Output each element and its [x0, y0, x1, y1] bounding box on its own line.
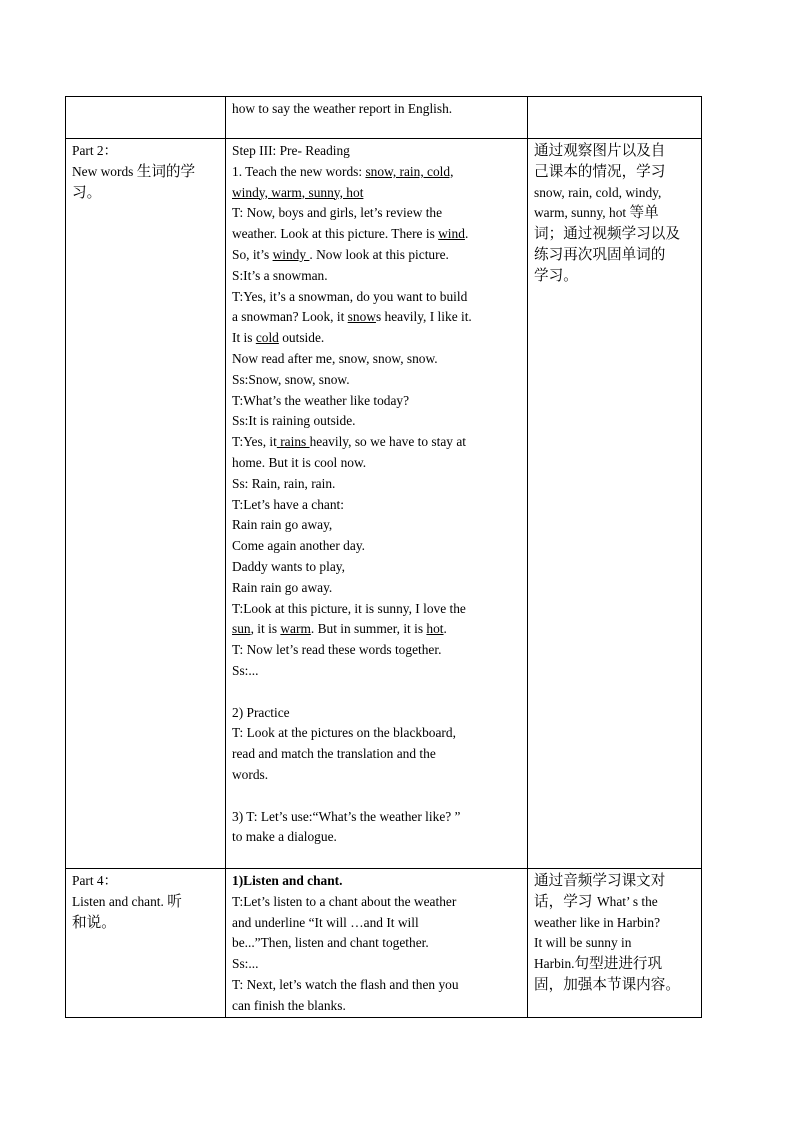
- underlined-word: sun: [232, 621, 251, 637]
- row1-middle-cell: [226, 97, 528, 139]
- text-run: . Now look at this picture.: [309, 246, 449, 262]
- text-line: read and match the translation and the: [232, 746, 436, 762]
- text-line: can finish the blanks.: [232, 997, 346, 1013]
- part2-title: Part 2：: [72, 143, 118, 158]
- note-line: 学习。: [534, 266, 578, 284]
- text-line: to make a dialogue.: [232, 829, 337, 845]
- text-line: home. But it is cool now.: [232, 454, 367, 470]
- chant-line: Daddy wants to play,: [232, 558, 345, 574]
- blank-line: [232, 786, 521, 807]
- note-line: 通过观察图片以及自: [534, 142, 666, 159]
- text-run: What’ s the: [597, 893, 658, 909]
- part4-title: Part 4：: [72, 873, 118, 888]
- note-line: It will be sunny in: [534, 935, 632, 951]
- text-line: 2) Practice: [232, 704, 290, 720]
- step-heading: Step III: Pre- Reading: [232, 143, 350, 158]
- row1-left-cell: [66, 97, 226, 139]
- chant-line: Rain rain go away.: [232, 579, 333, 595]
- note-line: weather like in Harbin?: [534, 914, 661, 930]
- text-line: Now read after me, snow, snow, snow.: [232, 350, 438, 366]
- text-run: weather. Look at this picture. There is: [232, 226, 439, 242]
- text-run: 1. Teach the new words:: [232, 163, 366, 179]
- text-line: 3) T: Let’s use:“What’s the weather like? ”: [232, 808, 461, 824]
- row2-left-cell: [66, 139, 226, 869]
- text-line: Ss:...: [232, 662, 259, 678]
- part2-label-zh-cont: 习。: [72, 183, 102, 201]
- underlined-words: windy, warm, sunny, hot: [232, 184, 364, 200]
- underlined-word: snow: [347, 309, 376, 325]
- note-line: 固，加强本节课内容。: [534, 975, 680, 993]
- text-run: s heavily, I like it.: [375, 309, 472, 325]
- text-line: T: Next, let’s watch the flash and then you: [232, 976, 459, 992]
- underlined-word: wind: [438, 226, 465, 242]
- text-line: T: Now let’s read these words together.: [232, 642, 442, 658]
- note-line: 词；通过视频学习以及: [534, 225, 680, 243]
- chant-line: Come again another day.: [232, 538, 365, 554]
- row3-right-cell: [528, 869, 702, 1018]
- text-run: .: [464, 226, 469, 242]
- text-line: Ss:It is raining outside.: [232, 413, 356, 429]
- note-line: 己课本的情况，学习: [534, 162, 666, 180]
- row3-left-cell: [66, 869, 226, 1018]
- lesson-plan-table: [65, 96, 702, 1018]
- text-run: .: [443, 621, 447, 637]
- text-line: T:Look at this picture, it is sunny, I love the: [232, 600, 466, 616]
- note-line: 练习再次巩固单词的: [534, 245, 666, 263]
- row2-middle-cell: [226, 139, 528, 869]
- text-line: T: Look at the pictures on the blackboard,: [232, 725, 456, 741]
- row1-right-cell: [528, 97, 702, 139]
- underlined-word: rains: [276, 434, 310, 450]
- text-line: T:Let’s have a chant:: [232, 496, 344, 512]
- part4-label-zh: 听: [167, 892, 182, 910]
- text-run: It is: [232, 330, 256, 346]
- row3-middle-cell: [226, 869, 528, 1018]
- text-run: a snowman? Look, it: [232, 309, 348, 325]
- text-run: Harbin.: [534, 956, 575, 972]
- text-line: T: Now, boys and girls, let’s review the: [232, 205, 443, 221]
- part4-label-en: Listen and chant.: [72, 893, 168, 909]
- text-line: T:Yes, it’s a snowman, do you want to build: [232, 288, 468, 304]
- underlined-word: hot: [426, 621, 444, 637]
- text-run: 句型进进行巩: [574, 955, 663, 973]
- text-run: T:Yes, it: [232, 434, 277, 450]
- table-row: [66, 869, 702, 1018]
- table-row: [66, 97, 702, 139]
- text-line: Ss:Snow, snow, snow.: [232, 371, 350, 387]
- part4-label-zh-cont: 和说。: [72, 913, 116, 931]
- text-line: and underline “It will …and It will: [232, 914, 419, 930]
- text-line: T:Let’s listen to a chant about the weather: [232, 893, 457, 909]
- underlined-words: snow, rain, cold,: [365, 163, 454, 179]
- text-line: words.: [232, 766, 269, 782]
- text-run: 话，学习: [534, 892, 598, 910]
- text-line: Ss:...: [232, 956, 259, 972]
- row1-middle-text: how to say the weather report in English.: [232, 101, 453, 116]
- text-line: S:It’s a snowman.: [232, 267, 328, 283]
- underlined-word: warm: [280, 621, 311, 637]
- text-run: 等单: [629, 204, 659, 222]
- step-heading: 1)Listen and chant.: [232, 873, 343, 888]
- chant-line: Rain rain go away,: [232, 517, 333, 533]
- part2-label-zh: 生词的学: [136, 162, 196, 180]
- text-run: warm, sunny, hot: [534, 205, 630, 221]
- text-run: . But in summer, it is: [310, 621, 427, 637]
- text-line: be...”Then, listen and chant together.: [232, 935, 429, 951]
- underlined-word: windy: [272, 246, 310, 262]
- text-run: , it is: [250, 621, 281, 637]
- row2-right-cell: [528, 139, 702, 869]
- text-run: So, it’s: [232, 246, 273, 262]
- text-line: T:What’s the weather like today?: [232, 392, 410, 408]
- text-run: outside.: [278, 330, 325, 346]
- text-run: heavily, so we have to stay at: [309, 434, 467, 450]
- note-line: 通过音频学习课文对: [534, 872, 666, 889]
- blank-line: [232, 682, 521, 703]
- table-row: [66, 139, 702, 869]
- note-line: snow, rain, cold, windy,: [534, 184, 662, 200]
- part2-label-en: New words: [72, 163, 137, 179]
- text-line: Ss: Rain, rain, rain.: [232, 475, 336, 491]
- underlined-word: cold: [255, 330, 279, 346]
